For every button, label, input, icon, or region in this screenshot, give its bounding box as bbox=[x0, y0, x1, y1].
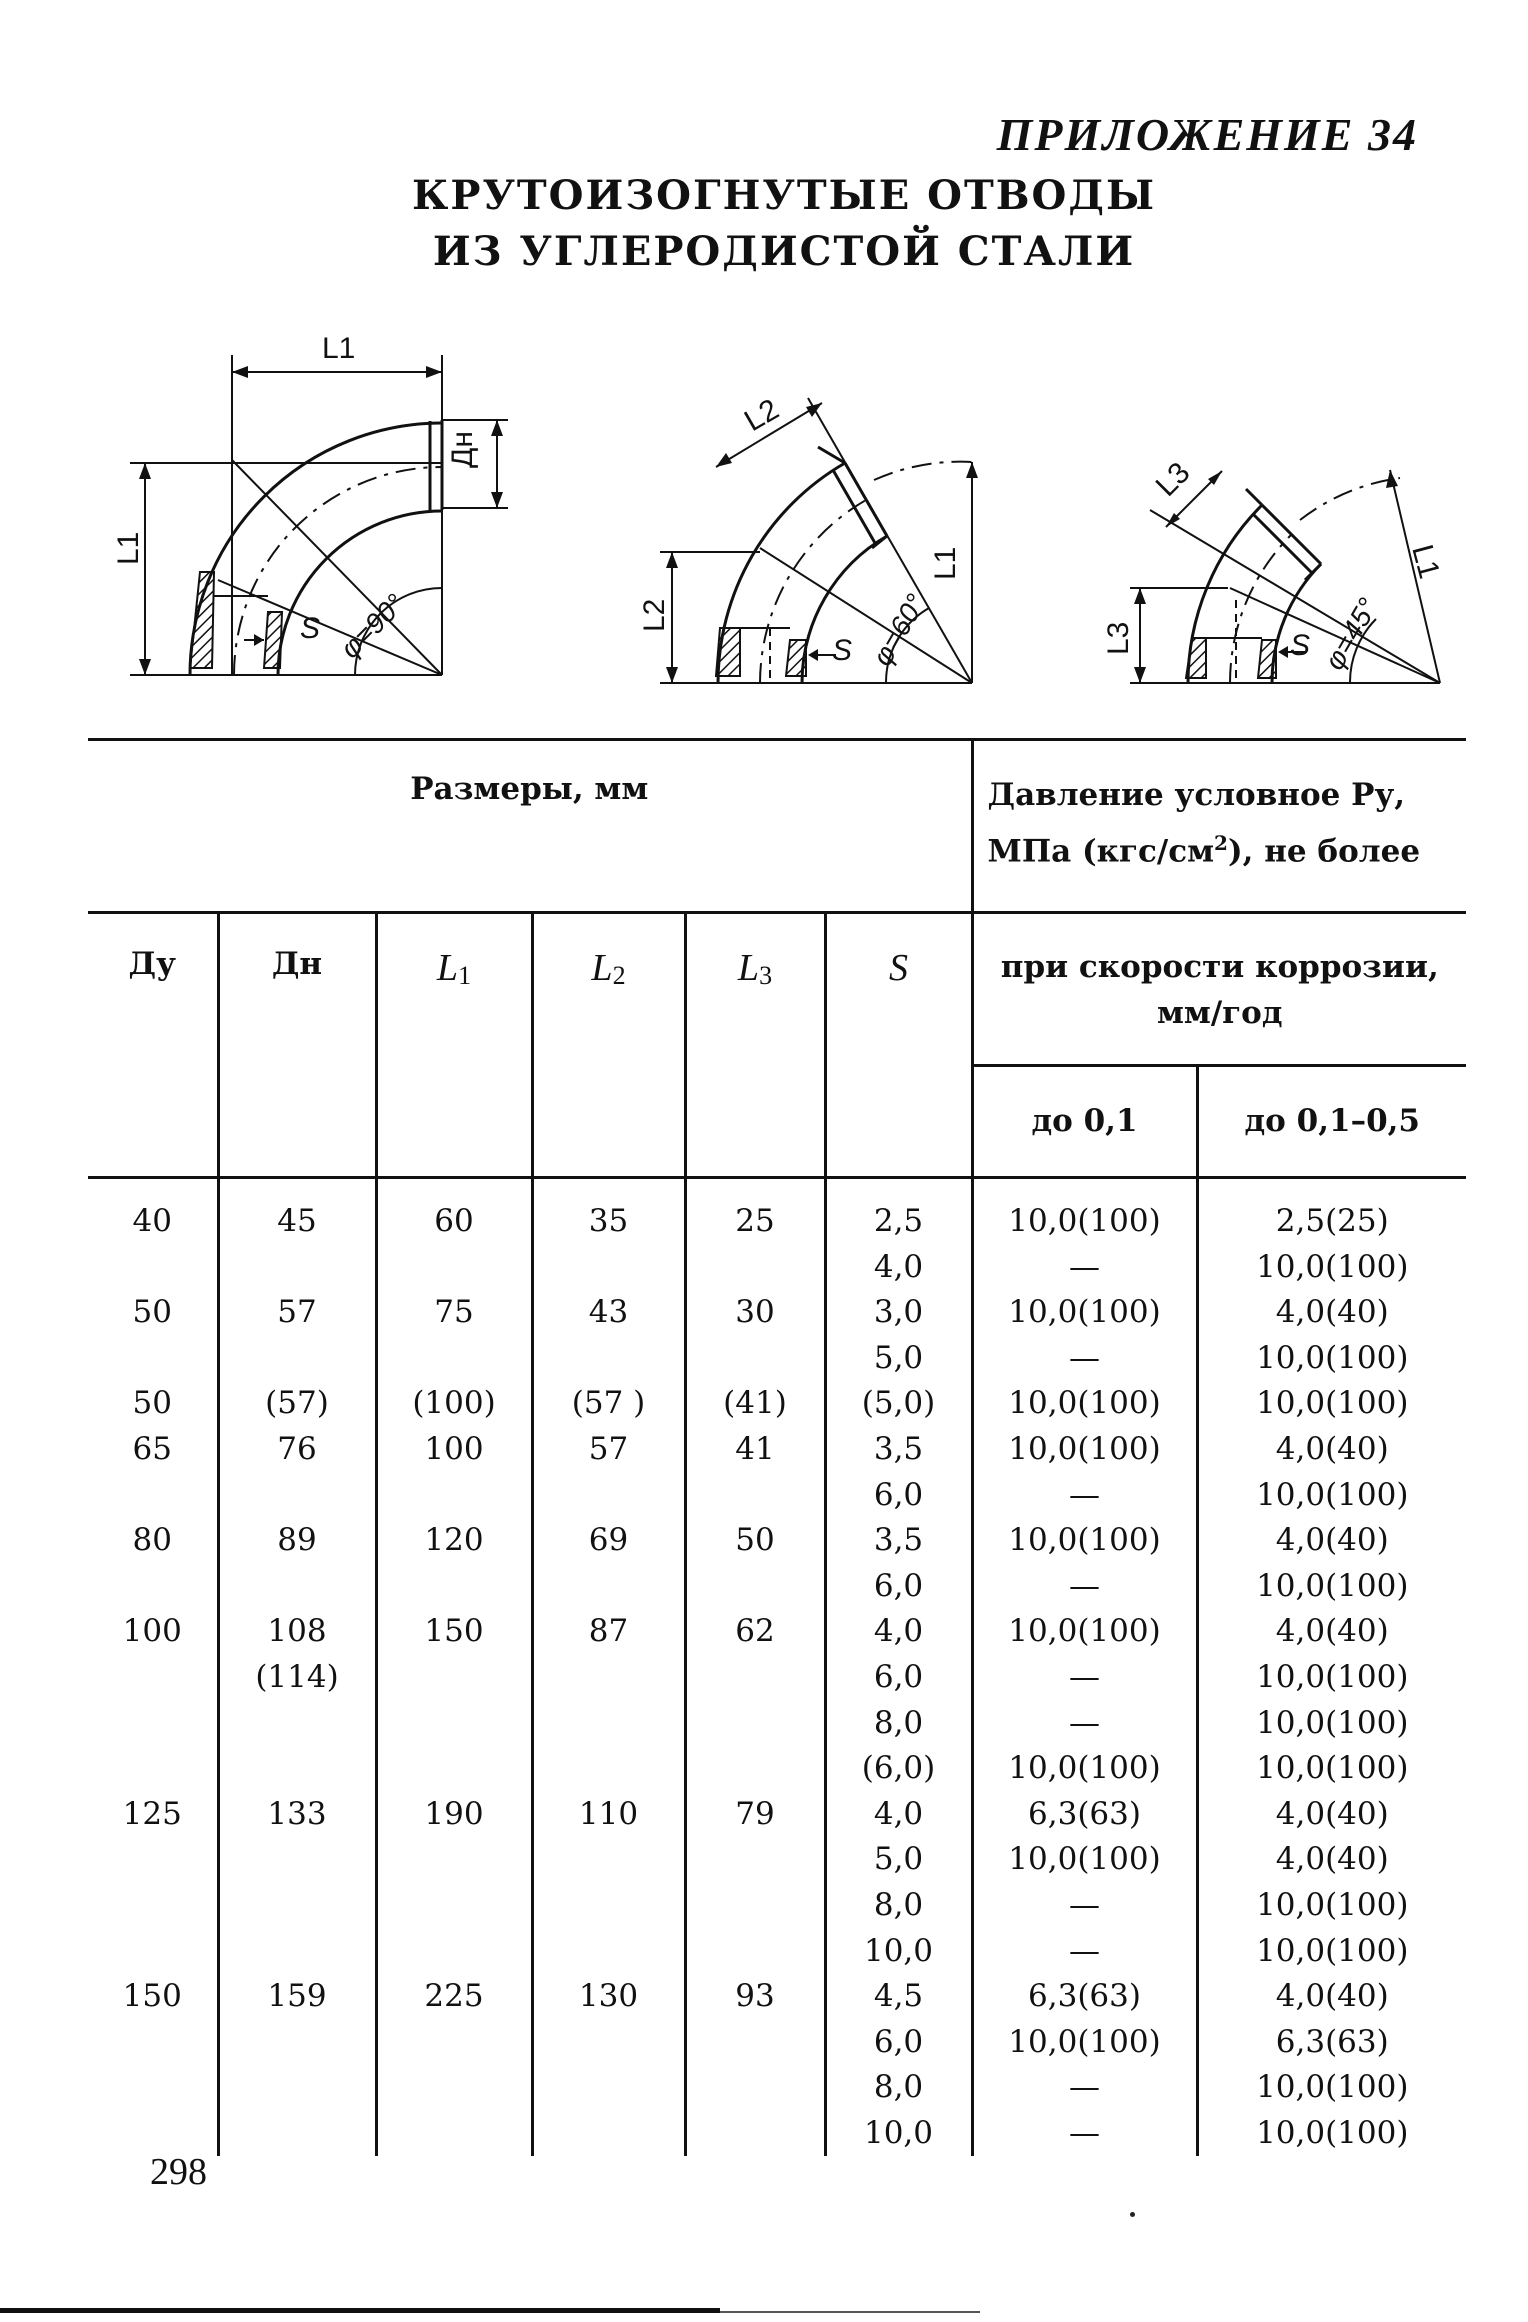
cell-l3 bbox=[685, 1883, 825, 1929]
table-row bbox=[88, 1290, 1466, 1336]
cell-l2 bbox=[532, 1245, 685, 1291]
pressure-header bbox=[972, 740, 1466, 913]
cell-p2: 10,0(100) bbox=[1197, 2065, 1466, 2111]
cell-p1: 10,0(100) bbox=[972, 1381, 1197, 1427]
cell-s: 10,0 bbox=[825, 2111, 972, 2157]
cell-l3 bbox=[685, 1746, 825, 1792]
cell-l2: 87 bbox=[532, 1609, 685, 1655]
cell-l1 bbox=[376, 1837, 532, 1883]
cell-l1: 100 bbox=[376, 1427, 532, 1473]
elbow-dimensions-table bbox=[88, 738, 1466, 2156]
table-row bbox=[88, 1336, 1466, 1382]
cell-l1 bbox=[376, 1564, 532, 1610]
cell-dn: 76 bbox=[218, 1427, 376, 1473]
cell-l3: 62 bbox=[685, 1609, 825, 1655]
col-p1-header: до 0,1 bbox=[972, 1065, 1197, 1177]
elbow-60-s-label: S bbox=[832, 634, 853, 667]
cell-l3 bbox=[685, 1701, 825, 1747]
cell-dn bbox=[218, 1473, 376, 1519]
cell-du bbox=[88, 1883, 218, 1929]
cell-s: 6,0 bbox=[825, 1655, 972, 1701]
cell-s: 4,0 bbox=[825, 1245, 972, 1291]
cell-dn: 133 bbox=[218, 1792, 376, 1838]
col-s-header: S bbox=[825, 913, 972, 1178]
cell-p2: 10,0(100) bbox=[1197, 1564, 1466, 1610]
bottom-rule-thin bbox=[720, 2311, 980, 2313]
title-line-2: ИЗ УГЛЕРОДИСТОЙ СТАЛИ bbox=[432, 228, 1136, 275]
cell-l3 bbox=[685, 1655, 825, 1701]
cell-l2 bbox=[532, 1655, 685, 1701]
cell-s: (6,0) bbox=[825, 1746, 972, 1792]
cell-p2: 10,0(100) bbox=[1197, 1655, 1466, 1701]
cell-dn bbox=[218, 1701, 376, 1747]
cell-du bbox=[88, 1655, 218, 1701]
cell-p2: 10,0(100) bbox=[1197, 1381, 1466, 1427]
cell-l1: 120 bbox=[376, 1518, 532, 1564]
cell-du bbox=[88, 1564, 218, 1610]
cell-dn: 57 bbox=[218, 1290, 376, 1336]
elbow-60-l2-side-label: L2 bbox=[638, 598, 671, 632]
cell-dn bbox=[218, 2020, 376, 2066]
table-row bbox=[88, 1655, 1466, 1701]
table-row bbox=[88, 1746, 1466, 1792]
table-row bbox=[88, 1929, 1466, 1975]
cell-l2: 110 bbox=[532, 1792, 685, 1838]
cell-du bbox=[88, 1473, 218, 1519]
cell-l3 bbox=[685, 1837, 825, 1883]
cell-du: 50 bbox=[132, 1385, 172, 1422]
elbow-90-angle-label: φ=90° bbox=[334, 587, 411, 665]
cell-dn bbox=[218, 1837, 376, 1883]
col-l2-letter: L bbox=[591, 947, 613, 989]
cell-l1 bbox=[376, 1655, 532, 1701]
cell-l2: (57 ) bbox=[532, 1381, 685, 1427]
cell-du bbox=[88, 1701, 218, 1747]
cell-du: 100 bbox=[122, 1613, 182, 1650]
appendix-label: ПРИЛОЖЕНИЕ 34 bbox=[996, 109, 1418, 160]
cell-l1 bbox=[376, 1746, 532, 1792]
pressure-unit-sup: 2 bbox=[1214, 831, 1228, 855]
cell-p2: 4,0(40) bbox=[1197, 1290, 1466, 1336]
cell-l2 bbox=[532, 1473, 685, 1519]
cell-p1: 10,0(100) bbox=[972, 1178, 1197, 1245]
cell-dn: 89 bbox=[218, 1518, 376, 1564]
cell-p1: 10,0(100) bbox=[972, 1427, 1197, 1473]
table-row bbox=[88, 1427, 1466, 1473]
cell-p1: 10,0(100) bbox=[972, 1290, 1197, 1336]
cell-p1: 10,0(100) bbox=[972, 1518, 1197, 1564]
cell-s: 4,0 bbox=[825, 1609, 972, 1655]
cell-p1: — bbox=[972, 1473, 1197, 1519]
cell-l2 bbox=[532, 1837, 685, 1883]
cell-dn bbox=[218, 1883, 376, 1929]
table-row bbox=[88, 1381, 1466, 1427]
cell-du bbox=[88, 2020, 218, 2066]
cell-p2: 4,0(40) bbox=[1197, 1837, 1466, 1883]
cell-l2 bbox=[532, 2065, 685, 2111]
cell-p2: 10,0(100) bbox=[1197, 1929, 1466, 1975]
cell-du: 40 bbox=[132, 1203, 172, 1239]
cell-du bbox=[88, 1837, 218, 1883]
cell-l3: 93 bbox=[685, 1974, 825, 2020]
cell-dn bbox=[218, 2111, 376, 2157]
cell-l2: 69 bbox=[532, 1518, 685, 1564]
cell-p1: — bbox=[972, 1564, 1197, 1610]
pressure-unit-pre: МПа (кгс/см bbox=[987, 833, 1215, 870]
table-row bbox=[88, 1245, 1466, 1291]
elbow-45-l3-top-label: L3 bbox=[1149, 456, 1197, 503]
cell-l1 bbox=[376, 2065, 532, 2111]
elbow-60-l1-label: L1 bbox=[929, 546, 962, 580]
cell-du bbox=[88, 1245, 218, 1291]
table-row bbox=[88, 1837, 1466, 1883]
col-du-header: Ду bbox=[88, 913, 218, 1178]
cell-s: 3,5 bbox=[825, 1427, 972, 1473]
cell-l3: 79 bbox=[685, 1792, 825, 1838]
elbow-diagrams bbox=[0, 0, 1528, 720]
cell-l2 bbox=[532, 1336, 685, 1382]
col-l1-sub: 1 bbox=[458, 961, 472, 990]
cell-p2: 4,0(40) bbox=[1197, 1427, 1466, 1473]
cell-p2: 10,0(100) bbox=[1197, 2111, 1466, 2157]
cell-s: (5,0) bbox=[825, 1381, 972, 1427]
cell-s: 3,0 bbox=[825, 1290, 972, 1336]
col-l1-header bbox=[376, 913, 532, 1178]
cell-l1 bbox=[376, 2020, 532, 2066]
cell-du: 65 bbox=[132, 1430, 172, 1467]
cell-p1: — bbox=[972, 2065, 1197, 2111]
table-row bbox=[88, 1564, 1466, 1610]
cell-dn: (57) bbox=[218, 1381, 376, 1427]
cell-l3 bbox=[685, 1564, 825, 1610]
table-body bbox=[88, 1178, 1466, 2157]
cell-s: 4,0 bbox=[825, 1792, 972, 1838]
cell-dn bbox=[218, 2065, 376, 2111]
cell-p1: — bbox=[972, 2111, 1197, 2157]
cell-du bbox=[88, 1336, 218, 1382]
cell-l2: 43 bbox=[532, 1290, 685, 1336]
cell-l3: (41) bbox=[685, 1381, 825, 1427]
cell-p2: 10,0(100) bbox=[1197, 1473, 1466, 1519]
cell-s: 10,0 bbox=[825, 1929, 972, 1975]
cell-l3: 50 bbox=[685, 1518, 825, 1564]
col-l2-header bbox=[532, 913, 685, 1178]
cell-dn bbox=[218, 1564, 376, 1610]
cell-l1: 190 bbox=[376, 1792, 532, 1838]
title-line-1: КРУТОИЗОГНУТЫЕ ОТВОДЫ bbox=[411, 172, 1157, 219]
cell-l3 bbox=[685, 2020, 825, 2066]
cell-p2: 4,0(40) bbox=[1197, 1609, 1466, 1655]
elbow-90-s-label: S bbox=[300, 612, 321, 645]
cell-p2: 10,0(100) bbox=[1197, 1245, 1466, 1291]
cell-l2 bbox=[532, 1929, 685, 1975]
cell-p1: — bbox=[972, 1655, 1197, 1701]
elbow-45-l3-side-label: L3 bbox=[1102, 621, 1135, 655]
cell-l3: 41 bbox=[685, 1427, 825, 1473]
cell-l3: 30 bbox=[685, 1290, 825, 1336]
cell-s: 8,0 bbox=[825, 1701, 972, 1747]
cell-p1: — bbox=[972, 1245, 1197, 1291]
cell-du: 50 bbox=[132, 1294, 172, 1331]
cell-p2: 4,0(40) bbox=[1197, 1974, 1466, 2020]
table-row bbox=[88, 1178, 1466, 1245]
cell-s: 8,0 bbox=[825, 2065, 972, 2111]
cell-dn: 45 bbox=[218, 1178, 376, 1245]
speck-mark bbox=[1130, 2212, 1135, 2217]
col-l2-sub: 2 bbox=[612, 961, 626, 990]
cell-p1: 10,0(100) bbox=[972, 1837, 1197, 1883]
table-row bbox=[88, 1473, 1466, 1519]
elbow-60-l2-top-label: L2 bbox=[739, 392, 785, 439]
table-row bbox=[88, 1518, 1466, 1564]
cell-l2 bbox=[532, 1564, 685, 1610]
table-row bbox=[88, 2020, 1466, 2066]
cell-l1: 225 bbox=[376, 1974, 532, 2020]
cell-p2: 10,0(100) bbox=[1197, 1336, 1466, 1382]
cell-du bbox=[88, 1929, 218, 1975]
cell-dn bbox=[218, 1336, 376, 1382]
pressure-header-line2 bbox=[988, 819, 1467, 875]
cell-s: 3,5 bbox=[825, 1518, 972, 1564]
cell-p2: 4,0(40) bbox=[1197, 1792, 1466, 1838]
cell-s: 8,0 bbox=[825, 1883, 972, 1929]
cell-l2 bbox=[532, 2111, 685, 2157]
cell-du: 150 bbox=[122, 1978, 182, 2015]
elbow-dimensions-table-wrap bbox=[88, 738, 1466, 2156]
cell-dn: 159 bbox=[218, 1974, 376, 2020]
cell-l1 bbox=[376, 1336, 532, 1382]
cell-l3: 25 bbox=[685, 1178, 825, 1245]
cell-l2 bbox=[532, 1701, 685, 1747]
cell-l1 bbox=[376, 1245, 532, 1291]
cell-p1: — bbox=[972, 1929, 1197, 1975]
cell-l3 bbox=[685, 2111, 825, 2157]
cell-l1: (100) bbox=[376, 1381, 532, 1427]
cell-l1: 60 bbox=[376, 1178, 532, 1245]
cell-l1 bbox=[376, 1929, 532, 1975]
cell-l3 bbox=[685, 2065, 825, 2111]
table-row bbox=[88, 1883, 1466, 1929]
table-row bbox=[88, 1701, 1466, 1747]
cell-dn: (114) bbox=[218, 1655, 376, 1701]
table-row bbox=[88, 1974, 1466, 2020]
col-p2-header: до 0,1–0,5 bbox=[1197, 1065, 1466, 1177]
table-row bbox=[88, 2111, 1466, 2157]
cell-p1: 10,0(100) bbox=[972, 1609, 1197, 1655]
col-dn-header: Дн bbox=[218, 913, 376, 1178]
cell-p1: 6,3(63) bbox=[972, 1792, 1197, 1838]
cell-p1: 10,0(100) bbox=[972, 1746, 1197, 1792]
elbow-45-l1-label: L1 bbox=[1405, 541, 1446, 583]
cell-p1: — bbox=[972, 1701, 1197, 1747]
corrosion-line2: мм/год bbox=[1157, 995, 1283, 1031]
cell-dn bbox=[218, 1746, 376, 1792]
elbow-45-s-label: S bbox=[1290, 629, 1311, 662]
cell-p2: 6,3(63) bbox=[1197, 2020, 1466, 2066]
elbow-45-angle-label: φ=45° bbox=[1318, 592, 1384, 675]
table-row bbox=[88, 1609, 1466, 1655]
cell-l1: 75 bbox=[376, 1290, 532, 1336]
elbow-90-l1-top-label: L1 bbox=[322, 332, 356, 365]
cell-s: 6,0 bbox=[825, 2020, 972, 2066]
cell-dn bbox=[218, 1245, 376, 1291]
cell-l1 bbox=[376, 1473, 532, 1519]
bottom-rule bbox=[0, 2308, 720, 2313]
col-l3-letter: L bbox=[737, 947, 760, 989]
cell-l1: 150 bbox=[376, 1609, 532, 1655]
cell-p1: 10,0(100) bbox=[972, 2020, 1197, 2066]
cell-l1 bbox=[376, 2111, 532, 2157]
cell-p1: — bbox=[972, 1336, 1197, 1382]
cell-p2: 10,0(100) bbox=[1197, 1883, 1466, 1929]
cell-l3 bbox=[685, 1336, 825, 1382]
page-number: 298 bbox=[150, 2151, 207, 2193]
cell-p2: 2,5(25) bbox=[1197, 1178, 1466, 1245]
cell-l2: 35 bbox=[532, 1178, 685, 1245]
pressure-unit-post: ), не более bbox=[1227, 833, 1421, 870]
cell-dn: 108 bbox=[218, 1609, 376, 1655]
elbow-45-diagram bbox=[1130, 470, 1440, 683]
cell-p2: 10,0(100) bbox=[1197, 1701, 1466, 1747]
dimensions-header: Размеры, мм bbox=[88, 740, 972, 913]
cell-s: 2,5 bbox=[825, 1178, 972, 1245]
elbow-90-dn-label: Дн bbox=[446, 431, 479, 468]
cell-l3 bbox=[685, 1929, 825, 1975]
cell-s: 5,0 bbox=[825, 1837, 972, 1883]
cell-p1: — bbox=[972, 1883, 1197, 1929]
col-l1-letter: L bbox=[436, 947, 459, 989]
cell-dn bbox=[218, 1929, 376, 1975]
cell-l3 bbox=[685, 1245, 825, 1291]
cell-l1 bbox=[376, 1701, 532, 1747]
table-row bbox=[88, 1792, 1466, 1838]
cell-l2 bbox=[532, 1746, 685, 1792]
pressure-header-line1: Давление условное Ру, bbox=[987, 777, 1406, 813]
elbow-60-angle-label: φ=60° bbox=[866, 588, 932, 671]
cell-l2: 57 bbox=[532, 1427, 685, 1473]
col-l3-sub: 3 bbox=[759, 961, 773, 990]
cell-s: 4,5 bbox=[825, 1974, 972, 2020]
cell-p2: 4,0(40) bbox=[1197, 1518, 1466, 1564]
corrosion-line1: при скорости коррозии, bbox=[1000, 949, 1439, 985]
cell-l2: 130 bbox=[532, 1974, 685, 2020]
cell-du bbox=[88, 1746, 218, 1792]
corrosion-rate-header bbox=[972, 913, 1466, 1066]
elbow-60-diagram bbox=[660, 398, 978, 683]
cell-s: 6,0 bbox=[825, 1564, 972, 1610]
cell-l2 bbox=[532, 2020, 685, 2066]
cell-l3 bbox=[685, 1473, 825, 1519]
cell-s: 5,0 bbox=[825, 1336, 972, 1382]
elbow-90-l1-side-label: L1 bbox=[112, 531, 145, 565]
cell-p1: 6,3(63) bbox=[972, 1974, 1197, 2020]
cell-s: 6,0 bbox=[825, 1473, 972, 1519]
cell-p2: 10,0(100) bbox=[1197, 1746, 1466, 1792]
cell-du: 80 bbox=[132, 1522, 172, 1559]
cell-du: 125 bbox=[122, 1795, 182, 1832]
cell-du bbox=[88, 2065, 218, 2111]
cell-l2 bbox=[532, 1883, 685, 1929]
col-l3-header bbox=[685, 913, 825, 1178]
cell-l1 bbox=[376, 1883, 532, 1929]
table-row bbox=[88, 2065, 1466, 2111]
